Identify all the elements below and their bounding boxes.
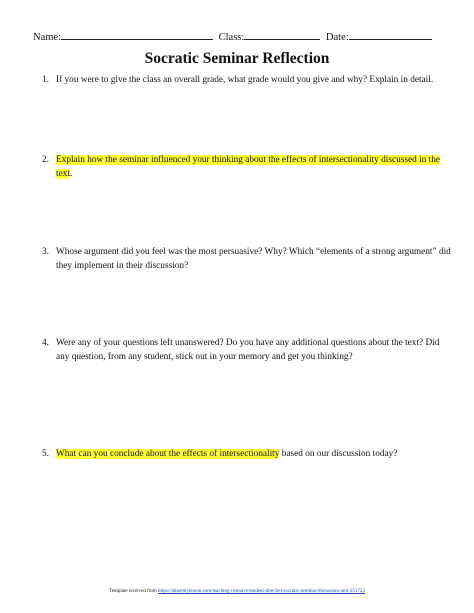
class-field[interactable]	[244, 29, 320, 40]
question-number: 2.	[42, 155, 49, 165]
question-number: 3.	[42, 247, 49, 257]
highlighted-text: What can you conclude about the effects of intersectionality	[56, 449, 280, 459]
question-text-part: .	[69, 168, 73, 179]
question-text-part: Were any of your questions left unanswered? Do you have any additional questions about the text? Did any question, from any student, stick out in your memory and get you thinking?	[56, 338, 440, 362]
date-label: Date:	[325, 32, 349, 43]
question-4	[42, 337, 452, 364]
student-info-line	[33, 29, 443, 44]
question-5	[42, 448, 452, 462]
question-text	[56, 246, 452, 273]
question-number: 4.	[42, 338, 49, 348]
date-field[interactable]	[349, 29, 432, 40]
question-number: 1.	[42, 75, 49, 85]
source-link[interactable]: https://sharemylesson.com/teaching-resource/student-directed-socratic-seminar-discussion-unit-251722	[158, 589, 365, 594]
question-text	[56, 448, 452, 462]
question-text	[56, 74, 452, 88]
question-text	[56, 337, 452, 364]
question-number: 5.	[42, 449, 49, 459]
question-text-part: Whose argument did you feel was the most persuasive? Why? Which “elements of a strong argument” did they implement in their discussion?	[56, 247, 451, 271]
class-label: Class:	[218, 32, 245, 43]
question-text-part: If you were to give the class an overall grade, what grade would you give and why? Explain in detail.	[56, 75, 434, 85]
question-2	[42, 154, 452, 181]
footer-credit	[0, 589, 474, 594]
page-title: Socratic Seminar Reflection	[144, 50, 330, 67]
question-1	[42, 74, 452, 88]
footer-prefix: Template received from	[109, 589, 158, 594]
question-text	[56, 154, 452, 181]
question-text-part: based on our discussion today?	[279, 449, 398, 459]
name-label: Name:	[33, 32, 61, 43]
highlighted-text: Explain how the seminar influenced your thinking about the effects of intersectionality discussed in the text	[56, 155, 441, 179]
name-field[interactable]	[61, 29, 213, 40]
question-3	[42, 246, 452, 273]
